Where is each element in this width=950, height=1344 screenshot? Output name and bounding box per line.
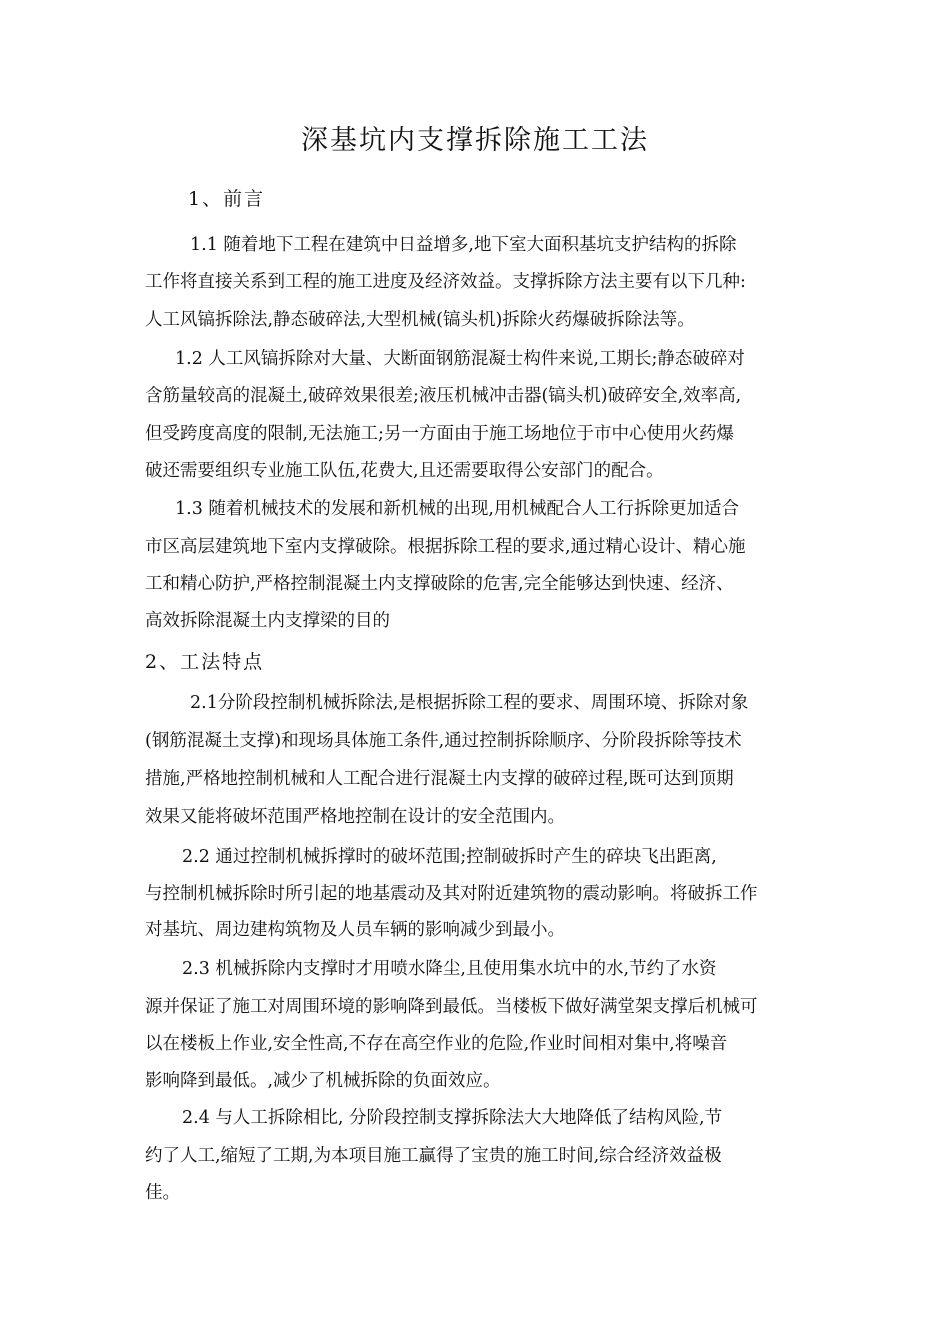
document-title: 深基坑内支撑拆除施工工法 <box>301 125 649 156</box>
paragraph-line: 市区高层建筑地下室内支撑破除。根据拆除工程的要求,通过精心设计、精心施 <box>145 537 746 557</box>
paragraph-line: 效果又能将破坏范围严格地控制在设计的安全范围内。 <box>145 807 565 827</box>
paragraph-line: 佳。 <box>145 1183 180 1203</box>
paragraph-line: 2.1分阶段控制机械拆除法,是根据拆除工程的要求、周围环境、拆除对象 <box>190 693 749 713</box>
paragraph-line: 以在楼板上作业,安全性高,不存在高空作业的危险,作业时间相对集中,将噪音 <box>145 1034 728 1054</box>
paragraph-line: 高效拆除混凝土内支撑梁的目的 <box>145 611 390 631</box>
paragraph-line: 含筋量较高的混凝土,破碎效果很差;液压机械冲击器(镐头机)破碎安全,效率高, <box>145 386 742 406</box>
section-2-heading: 2、工法特点 <box>145 651 265 673</box>
paragraph-line: 2.4 与人工拆除相比, 分阶段控制支撑拆除法大大地降低了结构风险,节 <box>182 1108 723 1128</box>
paragraph-line: 与控制机械拆除时所引起的地基震动及其对附近建筑物的震动影响。将破拆工作 <box>145 884 758 904</box>
paragraph-line: 1.3 随着机械技术的发展和新机械的出现,用机械配合人工行拆除更加适合 <box>175 499 739 519</box>
paragraph-line: 2.2 通过控制机械拆撑时的破坏范围;控制破拆时产生的碎块飞出距离, <box>182 847 717 867</box>
paragraph-line: 1.2 人工风镐拆除对大量、大断面钢筋混凝士构件来说,工期长;静态破碎对 <box>175 349 745 369</box>
paragraph-line: (钢筋混凝土支撑)和现场具体施工条件,通过控制拆除顺序、分阶段拆除等技术 <box>145 731 742 751</box>
paragraph-line: 2.3 机械拆除内支撑时才用喷水降尘,且使用集水坑中的水,节约了水资 <box>182 959 717 979</box>
paragraph-line: 工和精心防护,严格控制混凝土内支撑破除的危害,完全能够达到快速、经济、 <box>145 574 734 594</box>
paragraph-line: 影响降到最低。,减少了机械拆除的负面效应。 <box>145 1071 501 1091</box>
paragraph-line: 约了人工,缩短了工期,为本项目施工赢得了宝贵的施工时间,综合经济效益极 <box>145 1146 722 1166</box>
paragraph-line: 但受跨度高度的限制,无法施工;另一方面由于施工场地位于市中心使用火药爆 <box>145 424 734 444</box>
paragraph-line: 人工风镐拆除法,静态破碎法,大型机械(镐头机)拆除火药爆破拆除法等。 <box>145 310 695 330</box>
paragraph-line: 措施,严格地控制机械和人工配合进行混凝土内支撑的破碎过程,既可达到顶期 <box>145 769 734 789</box>
section-1-heading: 1、前言 <box>188 188 266 210</box>
paragraph-line: 对基坑、周边建构筑物及人员车辆的影响减少到最小。 <box>145 920 565 940</box>
paragraph-line: 破还需要组织专业施工队伍,花费大,且还需要取得公安部门的配合。 <box>145 461 664 481</box>
paragraph-line: 1.1 随着地下工程在建筑中日益增多,地下室大面积基坑支护结构的拆除 <box>190 235 737 255</box>
paragraph-line: 工作将直接关系到工程的施工进度及经济效益。支撑拆除方法主要有以下几种: <box>145 272 746 292</box>
paragraph-line: 源并保证了施工对周围环境的影响降到最低。当楼板下做好满堂架支撑后机械可 <box>145 997 758 1017</box>
